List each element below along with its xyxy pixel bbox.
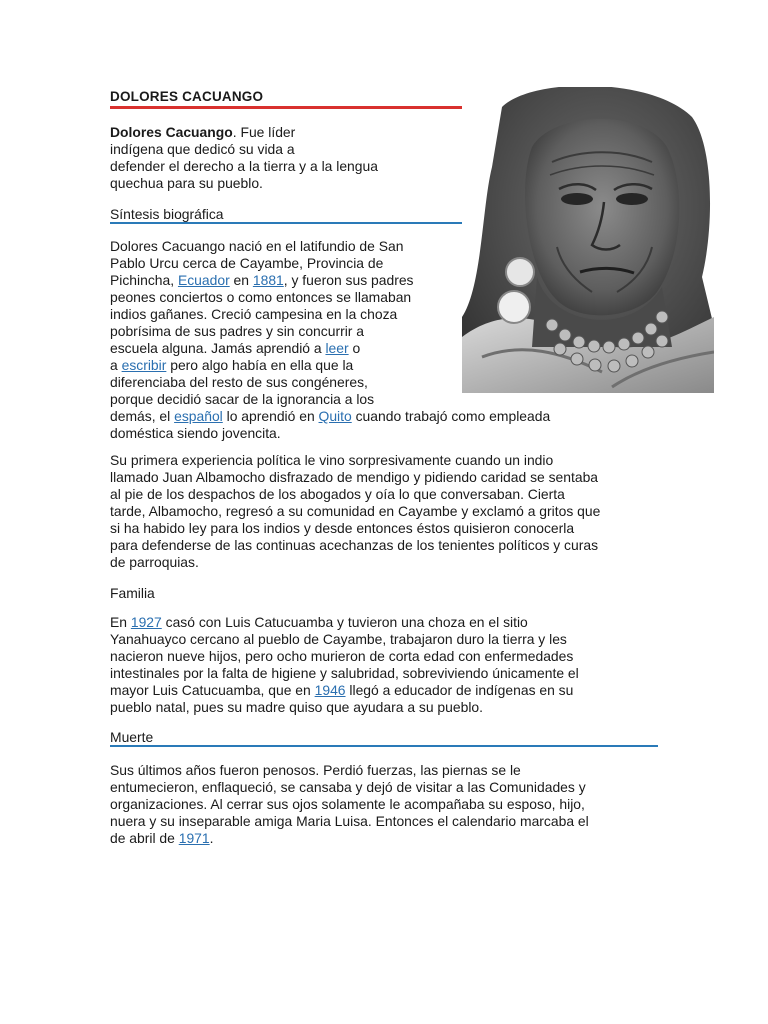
intro-line-3: defender el derecho a la tierra y a la lengua [110, 158, 378, 174]
politica-line-2: llamado Juan Albamocho disfrazado de mendigo y pidiendo caridad se sentaba [110, 469, 599, 485]
bio-line-11: demás, el español lo aprendió en Quito cuando trabajó como empleada [110, 408, 551, 424]
page-title: DOLORES CACUANGO [110, 89, 264, 104]
section-rule-muerte [110, 745, 658, 747]
muerte-line-2: entumecieron, enflaqueció, se cansaba y dejó de visitar a las Comunidades y [110, 779, 586, 795]
intro-line-1: Dolores Cacuango. Fue líder [110, 124, 296, 140]
intro-line-4: quechua para su pueblo. [110, 175, 263, 191]
familia-line-1: En 1927 casó con Luis Catucuamba y tuvieron una choza en el sitio [110, 614, 528, 630]
bio-line-5: indios gañanes. Creció campesina en la choza [110, 306, 398, 322]
link-espanol[interactable]: español [174, 408, 223, 424]
bio-line-12: doméstica siendo jovencita. [110, 425, 281, 441]
politica-line-4: tarde, Albamocho, regresó a su comunidad en Cayambe y exclamó a gritos que [110, 503, 601, 519]
title-rule [110, 106, 462, 109]
bio-line-9: diferenciaba del resto de sus congéneres, [110, 374, 368, 390]
bio-line-8: a escribir pero algo había en ella que la [110, 357, 354, 373]
link-escribir[interactable]: escribir [121, 357, 167, 373]
politica-line-5: si ha habido ley para los indios y desde entonces éstos quisieron conocerla [110, 520, 575, 536]
politica-line-3: al pie de los despachos de los abogados y oía lo que conversaban. Cierta [110, 486, 565, 502]
section-heading-muerte: Muerte [110, 729, 154, 745]
portrait-image [462, 87, 714, 393]
link-leer[interactable]: leer [325, 340, 349, 356]
familia-line-4: intestinales por la falta de higiene y salubridad, sobreviviendo únicamente el [110, 665, 579, 681]
familia-line-2: Yanahuayco cercano al pueblo de Cayambe, trabajaron duro la tierra y les [110, 631, 567, 647]
bio-line-4: peones conciertos o como entonces se llamaban [110, 289, 412, 305]
link-1927[interactable]: 1927 [130, 614, 162, 630]
politica-line-7: de parroquias. [110, 554, 199, 570]
familia-line-6: pueblo natal, pues su madre quiso que ayudara a su pueblo. [110, 699, 483, 715]
bio-line-3: Pichincha, Ecuador en 1881, y fueron sus padres [110, 272, 414, 288]
bio-line-1: Dolores Cacuango nació en el latifundio de San [110, 238, 404, 254]
bio-line-2: Pablo Urcu cerca de Cayambe, Provincia de [110, 255, 384, 271]
link-1881[interactable]: 1881 [252, 272, 284, 288]
intro-line-2: indígena que dedicó su vida a [110, 141, 295, 157]
section-heading-sintesis: Síntesis biográfica [110, 206, 224, 222]
bio-line-7: escuela alguna. Jamás aprendió a leer o [110, 340, 361, 356]
muerte-line-5: de abril de 1971. [110, 830, 214, 846]
bio-line-6: pobrísima de sus padres y sin concurrir a [110, 323, 364, 339]
section-heading-familia: Familia [110, 585, 155, 601]
muerte-line-3: organizaciones. Al cerrar sus ojos solamente le acompañaba su esposo, hijo, [110, 796, 585, 812]
link-ecuador[interactable]: Ecuador [177, 272, 230, 288]
bio-line-10: porque decidió sacar de la ignorancia a los [110, 391, 375, 407]
section-rule-sintesis [110, 222, 462, 224]
politica-line-6: para defenderse de las continuas acechanzas de los tenientes políticos y curas [110, 537, 599, 553]
familia-line-5: mayor Luis Catucuamba, que en 1946 llegó a educador de indígenas en su [110, 682, 574, 698]
muerte-line-4: nuera y su inseparable amiga Maria Luisa. Entonces el calendario marcaba el [110, 813, 589, 829]
link-quito[interactable]: Quito [318, 408, 352, 424]
muerte-line-1: Sus últimos años fueron penosos. Perdió fuerzas, las piernas se le [110, 762, 521, 778]
politica-line-1: Su primera experiencia política le vino sorpresivamente cuando un indio [110, 452, 554, 468]
link-1971[interactable]: 1971 [178, 830, 210, 846]
portrait-photo [462, 87, 714, 393]
familia-line-3: nacieron nueve hijos, pero ocho murieron de corta edad con enfermedades [110, 648, 574, 664]
intro-name: Dolores Cacuango [110, 124, 233, 140]
link-1946[interactable]: 1946 [314, 682, 346, 698]
